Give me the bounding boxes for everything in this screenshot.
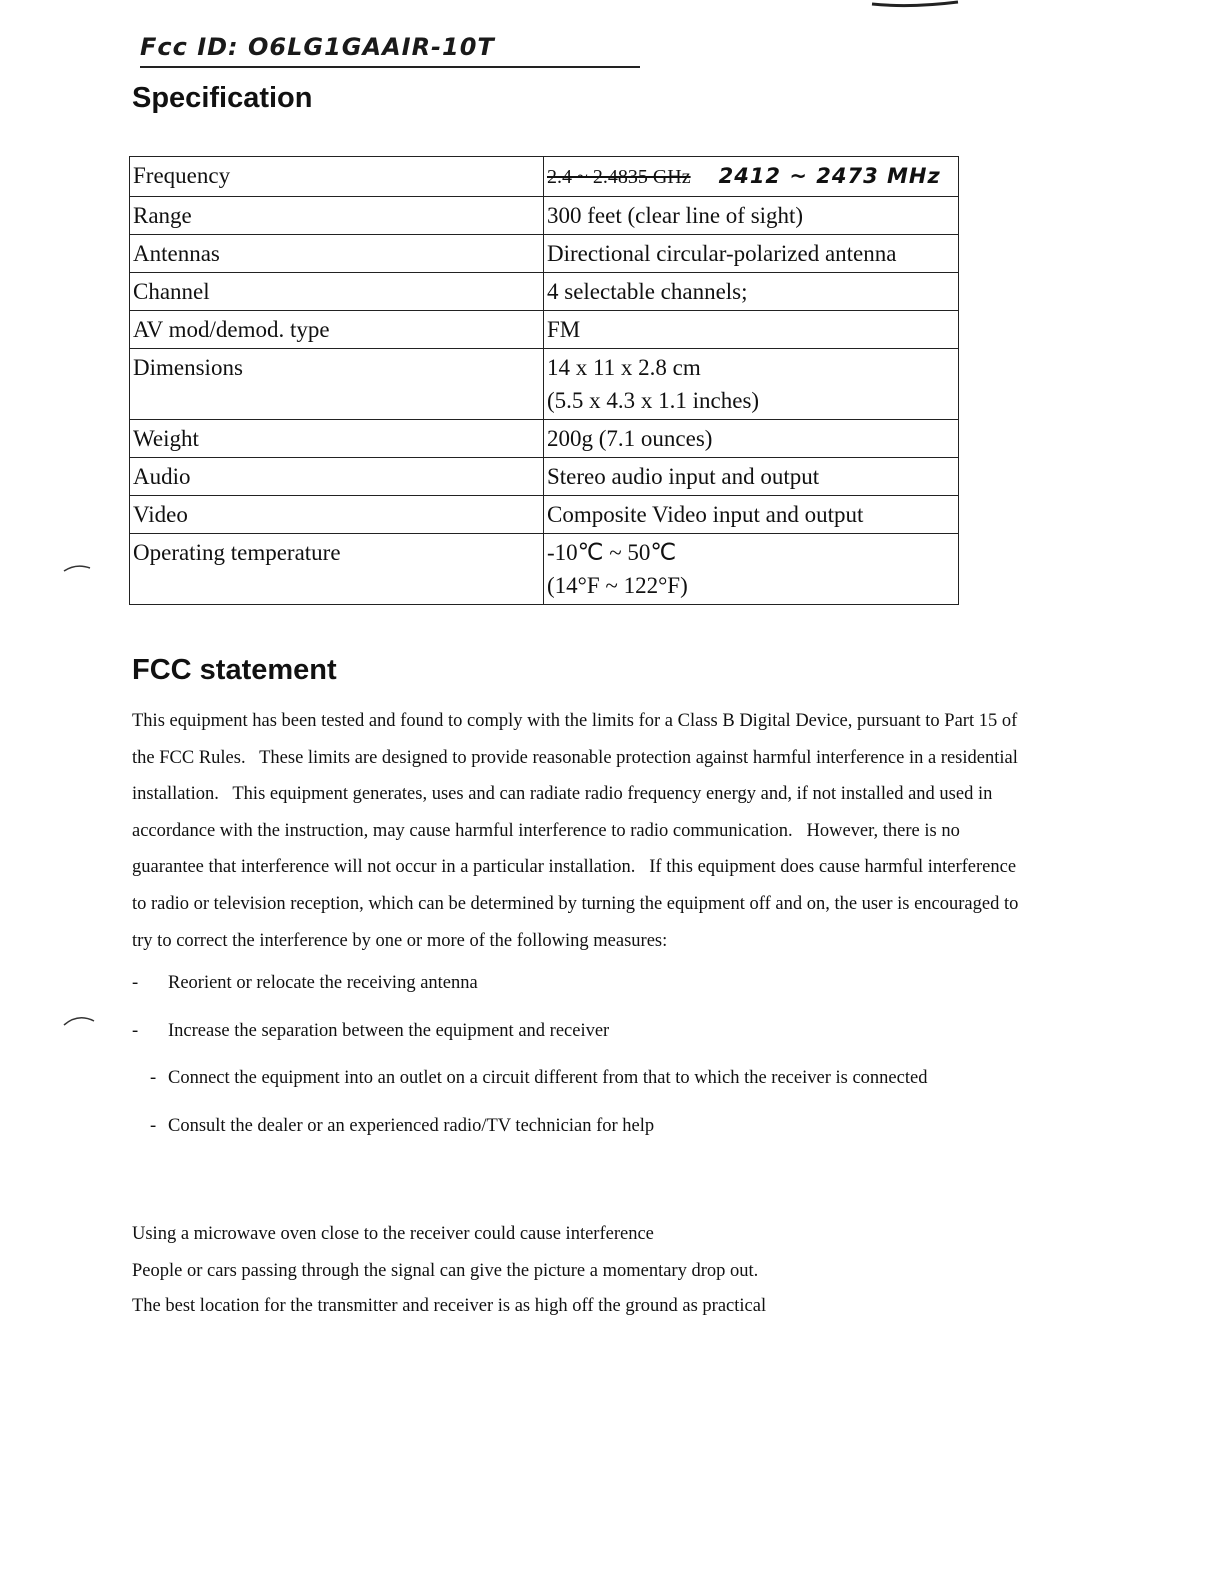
spec-value: Directional circular-polarized antenna: [544, 235, 959, 273]
spec-label: Channel: [130, 273, 544, 311]
spec-value: FM: [544, 311, 959, 349]
specification-heading: Specification: [132, 82, 313, 114]
spec-row-channel: [130, 273, 959, 311]
measure-text: Reorient or relocate the receiving antenna: [168, 973, 478, 993]
fcc-statement-heading: FCC statement: [132, 654, 337, 686]
spec-value-line: (5.5 x 4.3 x 1.1 inches): [547, 388, 760, 413]
spec-row-antennas: [130, 235, 959, 273]
spec-row-range: [130, 197, 959, 235]
spec-row-audio: [130, 458, 959, 496]
spec-value: Stereo audio input and output: [544, 458, 959, 496]
bullet-dash: -: [132, 1021, 139, 1041]
note-line: Using a microwave oven close to the receiver could cause interference: [132, 1224, 654, 1244]
spec-value: 200g (7.1 ounces): [544, 420, 959, 458]
spec-label: AV mod/demod. type: [130, 311, 544, 349]
scan-artifact-left-1: [62, 562, 92, 574]
note-line: The best location for the transmitter and receiver is as high off the ground as practical: [132, 1296, 767, 1316]
spec-value: Composite Video input and output: [544, 496, 959, 534]
spec-label: Range: [130, 197, 544, 235]
paragraph-line: to radio or television reception, which can be determined by turning the equipment off and on, the user is encouraged to: [132, 893, 1019, 914]
spec-label: Antennas: [130, 235, 544, 273]
scan-artifact-top-right: [870, 0, 960, 10]
spec-row-video: [130, 496, 959, 534]
spec-label: Weight: [130, 420, 544, 458]
paragraph-line: This equipment has been tested and found to comply with the limits for a Class B Digital Device, pursuant to Part 15 of: [132, 711, 1018, 731]
measure-text: Increase the separation between the equipment and receiver: [168, 1021, 610, 1041]
spec-row-av-mod: [130, 311, 959, 349]
spec-label: Audio: [130, 458, 544, 496]
paragraph-line: installation. This equipment generates, uses and can radiate radio frequency energy and, if not installed and used in: [132, 784, 993, 805]
spec-label: Dimensions: [130, 349, 544, 420]
spec-value: 300 feet (clear line of sight): [544, 197, 959, 235]
spec-row-operating-temperature: [130, 534, 959, 605]
paragraph-line: guarantee that interference will not occur in a particular installation. If this equipment does cause harmful interference: [132, 857, 1017, 878]
handwritten-frequency: 2412 ~ 2473 MHz: [718, 164, 941, 188]
spec-row-frequency: [130, 157, 959, 197]
note-line: People or cars passing through the signal can give the picture a momentary drop out.: [132, 1261, 759, 1281]
fcc-statement-paragraph: [132, 703, 1092, 959]
paragraph-line: the FCC Rules. These limits are designed to provide reasonable protection against harmful interference in a residential: [132, 747, 1018, 768]
measure-text: Connect the equipment into an outlet on a circuit different from that to which the receiver is connected: [168, 1068, 928, 1088]
spec-label: Operating temperature: [130, 534, 544, 605]
struck-frequency: 2.4 ~ 2.4835 GHz: [547, 166, 691, 188]
spec-value-line: (14°F ~ 122°F): [547, 573, 688, 598]
spec-value: [544, 349, 959, 420]
spec-label: Frequency: [130, 157, 544, 197]
paragraph-line: accordance with the instruction, may cause harmful interference to radio communication. However, there is no: [132, 820, 960, 841]
bullet-dash: -: [150, 1116, 157, 1136]
paragraph-line: try to correct the interference by one or more of the following measures:: [132, 930, 668, 951]
bullet-dash: -: [132, 973, 139, 993]
scan-artifact-left-2: [62, 1012, 96, 1028]
spec-row-dimensions: [130, 349, 959, 420]
spec-label: Video: [130, 496, 544, 534]
bullet-dash: -: [150, 1068, 157, 1088]
spec-value: 4 selectable channels;: [544, 273, 959, 311]
specification-table: [129, 156, 959, 605]
measure-text: Consult the dealer or an experienced radio/TV technician for help: [168, 1116, 655, 1136]
spec-value-line: -10℃ ~ 50℃: [547, 540, 677, 565]
spec-value-line: 14 x 11 x 2.8 cm: [547, 355, 701, 380]
fcc-id-handwritten: Fcc ID: O6LG1GAAIR-10T: [140, 30, 640, 68]
spec-value: [544, 157, 959, 197]
spec-row-weight: [130, 420, 959, 458]
spec-value: [544, 534, 959, 605]
